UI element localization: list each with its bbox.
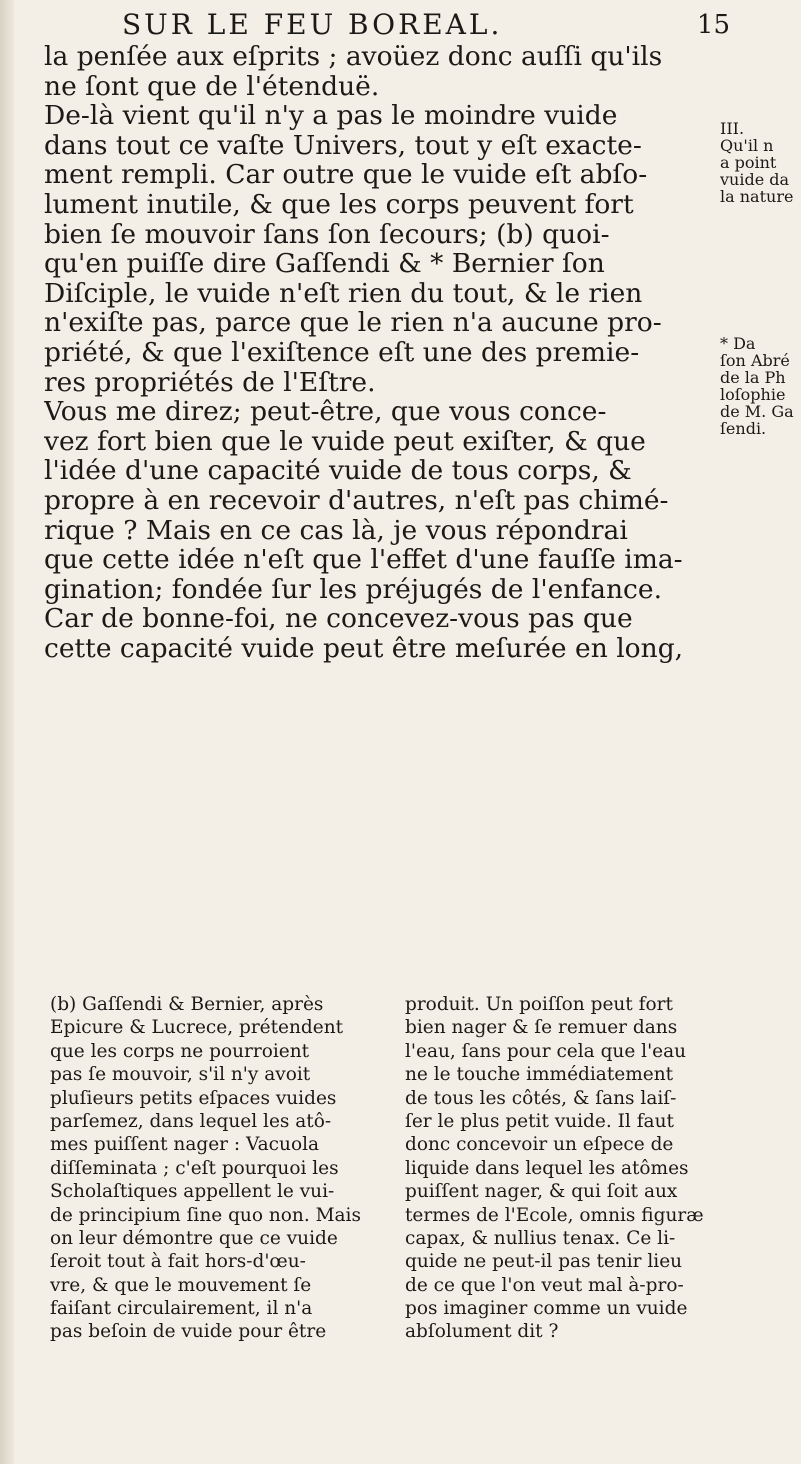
footnote-line: ſeroit tout à fait hors-d'œu-	[50, 1251, 306, 1273]
text-line: Car de bonne-foi, ne concevez-vous pas que	[44, 604, 633, 634]
footnote-line: pos imaginer comme un vuide	[405, 1298, 688, 1320]
text-line: bien ſe mouvoir ſans ſon ſecours; (b) quoi-	[44, 219, 610, 250]
footnote-line: pluſieurs petits eſpaces vuides	[50, 1087, 337, 1109]
text-line: dans tout ce vaſte Univers, tout y eſt exacte-	[44, 130, 642, 161]
margin-note-line: de la Ph	[720, 368, 786, 387]
text-line: Vous me direz; peut-être, que vous conce-	[44, 397, 607, 427]
margin-note-line: * Da	[720, 334, 756, 353]
footnote-line: de ce que l'on veut mal à-pro-	[405, 1274, 684, 1296]
footnote-line: Epicure & Lucrece, prétendent	[50, 1017, 344, 1039]
text-line: vez fort bien que le vuide peut exiſter, & que	[44, 426, 646, 457]
footnote-line: Scholaſtiques appellent le vui-	[50, 1181, 335, 1203]
footnote-line: vre, & que le mouvement ſe	[50, 1274, 312, 1296]
footnote-line: faiſant circulairement, il n'a	[50, 1298, 313, 1320]
text-line: cette capacité vuide peut être meſurée en long,	[44, 633, 684, 664]
margin-notes	[720, 120, 801, 567]
footnote-line: ſer le plus petit vuide. Il faut	[405, 1110, 674, 1132]
footnote-right-column	[405, 993, 715, 1344]
text-line: priété, & que l'exiſtence eſt une des premie-	[44, 337, 640, 368]
footnote-line: donc concevoir un eſpece de	[405, 1134, 674, 1156]
text-line: ment rempli. Car outre que le vuide eſt abſo-	[44, 160, 648, 190]
footnote-line: liquide dans lequel les atômes	[405, 1157, 689, 1179]
footnote-line: de tous les côtés, & ſans laiſ-	[405, 1087, 677, 1109]
footnote-left-column	[50, 993, 405, 1344]
text-line: Diſciple, le vuide n'eſt rien du tout, & le rien	[44, 278, 643, 309]
margin-note-line: ſon Abré	[720, 351, 790, 370]
margin-note-line: de M. Ga	[720, 402, 794, 421]
text-line: lument inutile, & que les corps peuvent fort	[44, 189, 634, 220]
text-line: rique ? Mais en ce cas là, je vous répondrai	[44, 515, 628, 546]
footnote-line: pas ſe mouvoir, s'il n'y avoit	[50, 1064, 311, 1086]
margin-note-line: vuide da	[720, 170, 790, 189]
footnote-line: (b) Gaſſendi & Bernier, après	[50, 994, 324, 1015]
footnote-line: de principium ſine quo non. Mais	[50, 1204, 361, 1226]
footnote-line: on leur démontre que ce vuide	[50, 1227, 338, 1249]
text-line: que cette idée n'eſt que l'effet d'une fauſſe ima-	[44, 545, 683, 575]
margin-note-line: III.	[720, 119, 745, 138]
footnote-line: abſolument dit ?	[405, 1321, 559, 1343]
margin-note-line: la nature	[720, 187, 794, 206]
footnote-line: quide ne peut-il pas tenir lieu	[405, 1251, 683, 1273]
footnote-line: capax, & nullius tenax. Ce li-	[405, 1227, 676, 1249]
text-line: la penſée aux eſprits ; avoüez donc auſſi qu'ils	[44, 42, 663, 72]
footnote-line: que les corps ne pourroient	[50, 1040, 310, 1062]
footnote-line: puiſſent nager, & qui ſoit aux	[405, 1181, 678, 1203]
footnote-line: bien nager & ſe remuer dans	[405, 1017, 678, 1039]
margin-note	[720, 335, 801, 437]
text-line: De-là vient qu'il n'y a pas le moindre vuide	[44, 101, 618, 131]
margin-note-line: loſophie	[720, 385, 786, 404]
footnote-line: parſemez, dans lequel les atô-	[50, 1110, 332, 1132]
footnote-line: mes puiſſent nager : Vacuola	[50, 1134, 320, 1156]
text-line: res propriétés de l'Eſtre.	[44, 367, 376, 398]
footnote-line: termes de l'Ecole, omnis figuræ	[405, 1204, 704, 1226]
page-gutter	[0, 0, 14, 1464]
footnote-line: ne le touche immédiatement	[405, 1064, 674, 1086]
main-text	[44, 42, 710, 663]
footnote-line: pas beſoin de vuide pour être	[50, 1321, 327, 1343]
text-line: gination; fondée ſur les préjugés de l'enfance.	[44, 574, 663, 605]
running-title: SUR LE FEU BOREAL.	[122, 8, 503, 41]
page-number: 15	[696, 10, 730, 40]
footnote-line: produit. Un poiſſon peut fort	[405, 994, 673, 1015]
footnote-line: diſſeminata ; c'eſt pourquoi les	[50, 1157, 339, 1179]
margin-note-line: Qu'il n	[720, 136, 774, 155]
margin-note	[720, 120, 801, 205]
text-line: n'exiſte pas, parce que le rien n'a aucune pro-	[44, 308, 662, 338]
margin-note-line: a point	[720, 153, 777, 172]
margin-note-line: ſendi.	[720, 419, 767, 438]
text-line: qu'en puiſſe dire Gaſſendi & * Bernier ſon	[44, 249, 605, 279]
text-line: propre à en recevoir d'autres, n'eſt pas chimé-	[44, 485, 669, 516]
text-line: l'idée d'une capacité vuide de tous corps, &	[44, 456, 632, 486]
text-line: ne ſont que de l'étenduë.	[44, 71, 380, 102]
page-header	[80, 4, 730, 44]
footnote-line: l'eau, ſans pour cela que l'eau	[405, 1040, 687, 1062]
